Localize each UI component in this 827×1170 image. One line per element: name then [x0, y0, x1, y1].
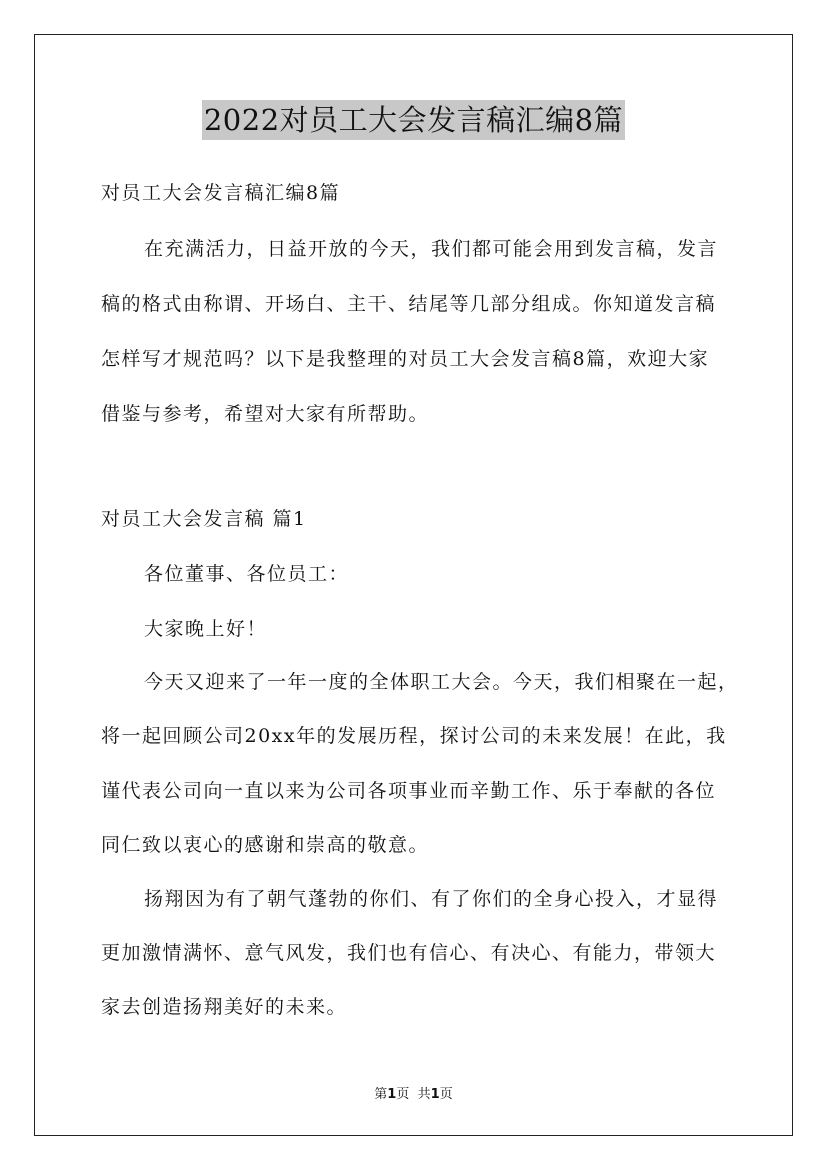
footer-page-prefix: 第: [374, 1087, 388, 1102]
document-title: 2022对员工大会发言稿汇编8篇: [202, 100, 625, 140]
intro-line: 稿的格式由称谓、开场白、主干、结尾等几部分组成。你知道发言稿: [101, 293, 717, 315]
paragraph-line: 更加激情满怀、意气风发，我们也有信心、有决心、有能力，带领大: [101, 942, 717, 964]
paragraph-line: 将一起回顾公司20xx年的发展历程，探讨公司的未来发展！在此，我: [101, 725, 727, 747]
footer-total-number: 1: [430, 1087, 440, 1102]
section-heading: 对员工大会发言稿 篇1: [101, 508, 307, 530]
salutation: 大家晚上好！: [144, 618, 268, 640]
paragraph-line: 家去创造扬翔美好的未来。: [101, 996, 348, 1018]
title-container: [0, 100, 827, 140]
footer-total-prefix: 共: [417, 1087, 431, 1102]
intro-line: 怎样写才规范吗？以下是我整理的对员工大会发言稿8篇，欢迎大家: [101, 348, 710, 370]
paragraph-line: 今天又迎来了一年一度的全体职工大会。今天，我们相聚在一起，: [144, 671, 739, 693]
paragraph-line: 谨代表公司向一直以来为公司各项事业而辛勤工作、乐于奉献的各位: [101, 780, 717, 802]
paragraph-line: 同仁致以衷心的感谢和崇高的敬意。: [101, 834, 430, 856]
greeting: 各位董事、各位员工：: [144, 563, 350, 585]
page-footer: [0, 1083, 827, 1102]
footer-page-number: 1: [387, 1087, 397, 1102]
intro-line: 在充满活力，日益开放的今天，我们都可能会用到发言稿，发言: [144, 238, 719, 260]
footer-page-suffix: 页: [396, 1087, 410, 1102]
paragraph-line: 扬翔因为有了朝气蓬勃的你们、有了你们的全身心投入，才显得: [144, 888, 719, 910]
footer-total-suffix: 页: [439, 1087, 453, 1102]
document-subtitle: 对员工大会发言稿汇编8篇: [101, 182, 341, 204]
intro-line: 借鉴与参考，希望对大家有所帮助。: [101, 403, 430, 425]
